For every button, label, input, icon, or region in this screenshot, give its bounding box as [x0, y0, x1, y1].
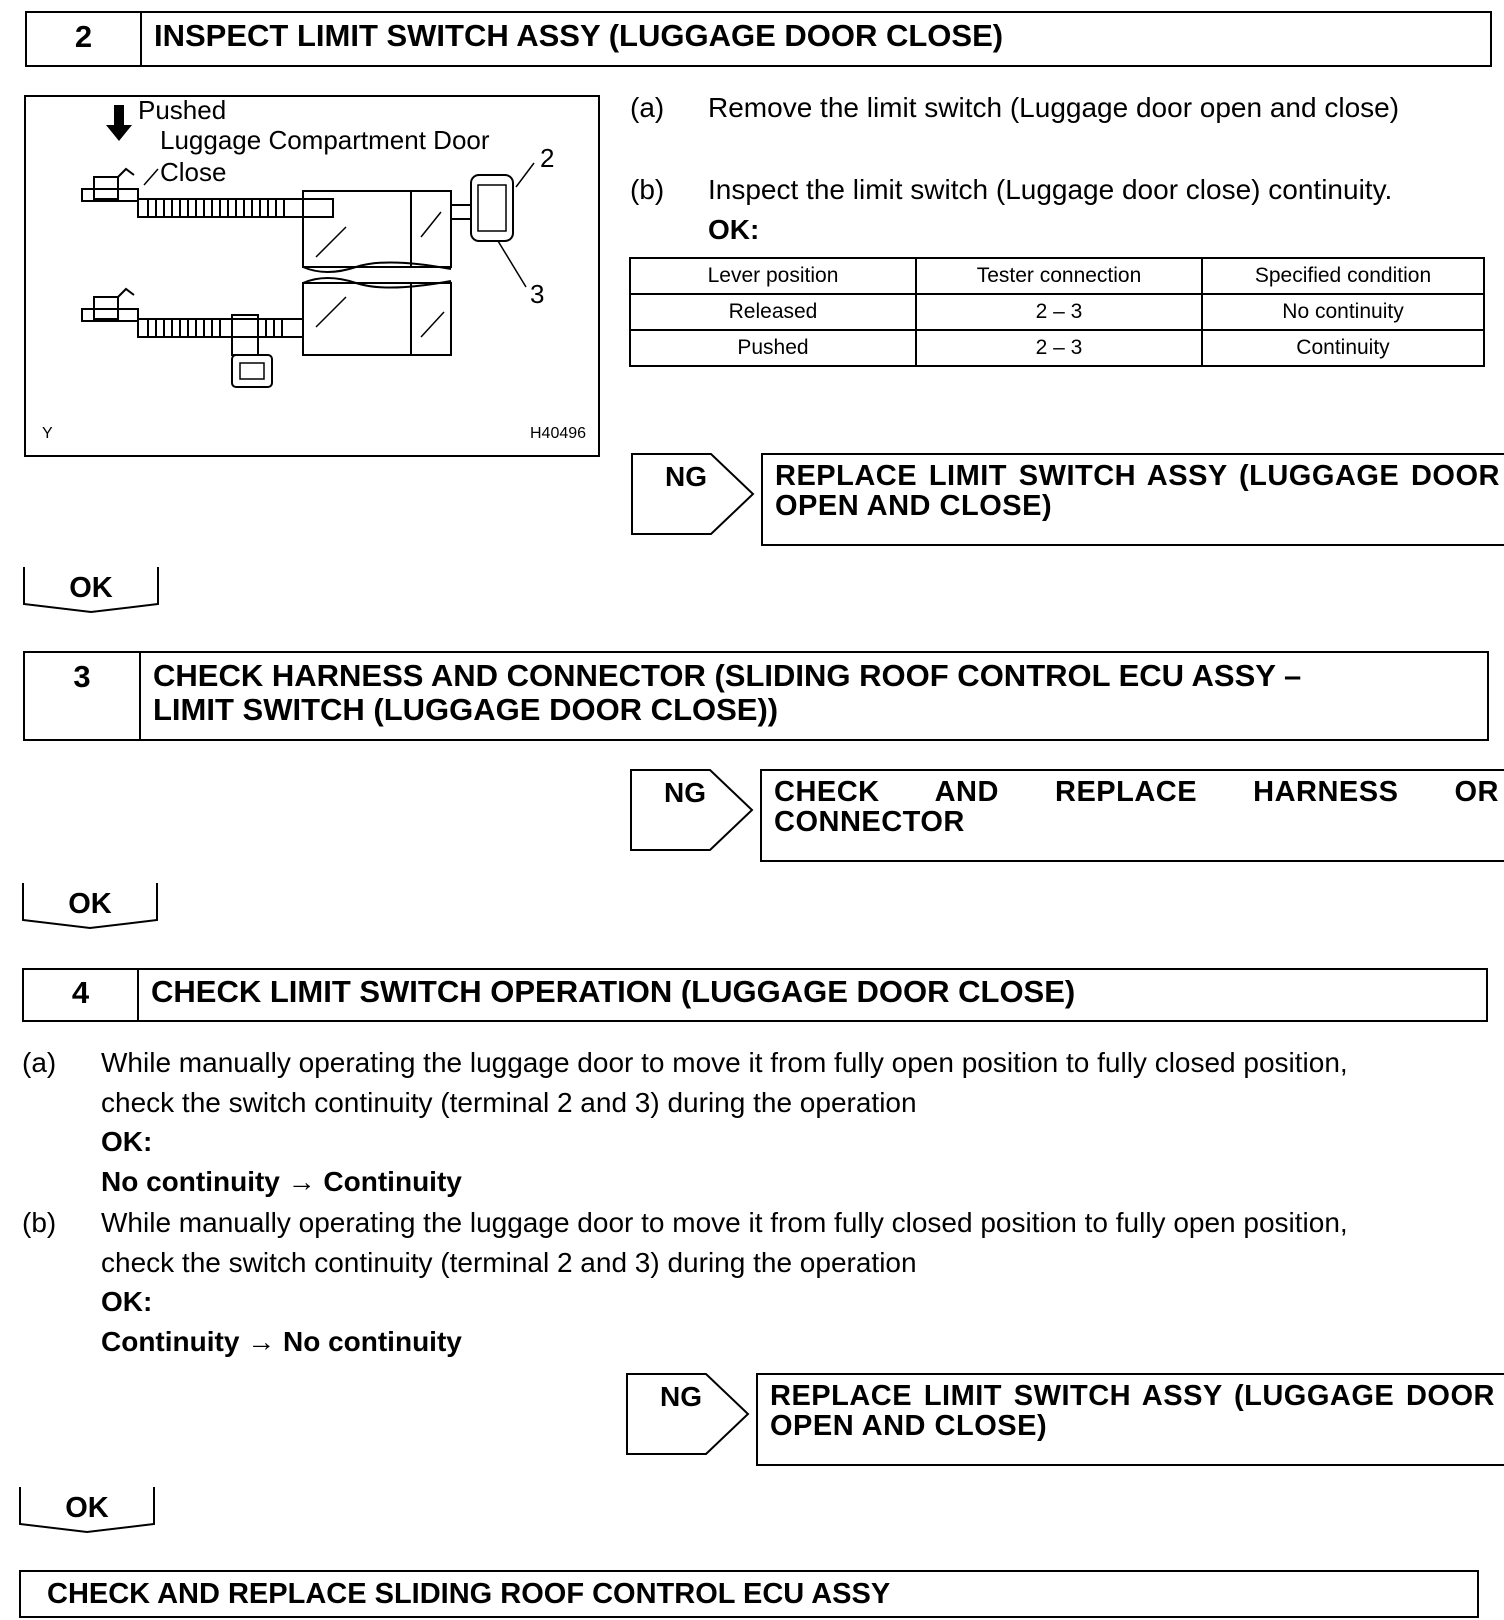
step-4-b-ok: OK: — [101, 1286, 153, 1317]
step-4-a-marker: (a) — [22, 1047, 57, 1078]
ng-label: NG — [665, 461, 707, 492]
table-cell: Pushed — [630, 330, 916, 366]
step-4-a-ok: OK: — [101, 1126, 153, 1157]
step-2-ok-label: OK: — [708, 214, 760, 245]
ok-label: OK — [68, 888, 112, 920]
table-header: Lever position — [630, 258, 916, 294]
step-number: 4 — [24, 970, 139, 1020]
ok-branch-step-2 — [23, 566, 159, 614]
final-action-box — [19, 1570, 1479, 1618]
table-cell: 2 – 3 — [916, 294, 1202, 330]
ng-branch-step-4 — [626, 1373, 751, 1456]
ok-label: OK — [65, 1492, 109, 1524]
step-4-b-line-1: While manually operating the luggage door to move it from fully closed position to fully open position, — [101, 1207, 1348, 1238]
table-header: Tester connection — [916, 258, 1202, 294]
step-title: CHECK LIMIT SWITCH OPERATION (LUGGAGE DOOR CLOSE) — [151, 974, 1076, 1009]
step-title-line-2: LIMIT SWITCH (LUGGAGE DOOR CLOSE)) — [153, 692, 779, 727]
figure-id: H40496 — [530, 425, 587, 442]
terminal-2-label: 2 — [540, 143, 555, 173]
ng-action-box: REPLACE LIMIT SWITCH ASSY (LUGGAGE DOOR OPEN AND CLOSE) — [761, 453, 1504, 546]
step-4-a-result: No continuity → Continuity — [101, 1166, 462, 1197]
step-4-b-result: Continuity → No continuity — [101, 1326, 462, 1357]
continuity-spec-table — [629, 257, 1485, 367]
ng-branch-step-3 — [630, 769, 755, 852]
ok-label: OK — [69, 572, 113, 604]
ng-label: NG — [664, 777, 706, 808]
step-number: 2 — [27, 13, 142, 65]
corner-code: Y — [42, 425, 53, 442]
step-4-a-line-2: check the switch continuity (terminal 2 and 3) during the operation — [101, 1087, 917, 1118]
step-2-b-marker: (b) — [630, 174, 665, 205]
step-title: INSPECT LIMIT SWITCH ASSY (LUGGAGE DOOR CLOSE) — [154, 18, 1004, 53]
final-action-title: CHECK AND REPLACE SLIDING ROOF CONTROL ECU ASSY — [47, 1578, 891, 1610]
ng-action-box: REPLACE LIMIT SWITCH ASSY (LUGGAGE DOOR OPEN AND CLOSE) — [756, 1373, 1504, 1466]
ng-branch-step-2 — [631, 453, 756, 536]
table-row — [630, 294, 1484, 330]
terminal-3-label: 3 — [530, 279, 545, 309]
ng-action-box: CHECK AND REPLACE HARNESS OR CONNECTOR — [760, 769, 1504, 862]
label-luggage-door: Luggage Compartment Door — [160, 125, 490, 155]
label-close: Close — [160, 157, 227, 187]
table-header-row — [630, 258, 1484, 294]
step-number: 3 — [25, 653, 141, 739]
step-4-a-line-1: While manually operating the luggage door to move it from fully open position to fully closed position, — [101, 1047, 1348, 1078]
table-cell: 2 – 3 — [916, 330, 1202, 366]
step-2-b-text: Inspect the limit switch (Luggage door close) continuity. — [708, 174, 1393, 205]
step-4-b-line-2: check the switch continuity (terminal 2 and 3) during the operation — [101, 1247, 917, 1278]
table-cell: Released — [630, 294, 916, 330]
table-cell: Continuity — [1202, 330, 1484, 366]
step-title-line-1: CHECK HARNESS AND CONNECTOR (SLIDING ROOF CONTROL ECU ASSY – — [153, 658, 1302, 693]
ok-branch-step-4 — [19, 1486, 155, 1534]
step-2-a-text: Remove the limit switch (Luggage door open and close) — [708, 92, 1400, 123]
step-4-header — [22, 968, 1488, 1022]
switch-illustration — [24, 95, 600, 457]
ok-branch-step-3 — [22, 882, 158, 930]
label-pushed: Pushed — [138, 95, 227, 125]
step-4-b-marker: (b) — [22, 1207, 57, 1238]
step-3-header — [23, 651, 1489, 741]
ng-label: NG — [660, 1381, 702, 1412]
step-2-header — [25, 11, 1492, 67]
table-cell: No continuity — [1202, 294, 1484, 330]
table-header: Specified condition — [1202, 258, 1484, 294]
step-2-a-marker: (a) — [630, 92, 665, 123]
table-row — [630, 330, 1484, 366]
step-title — [141, 653, 1301, 739]
